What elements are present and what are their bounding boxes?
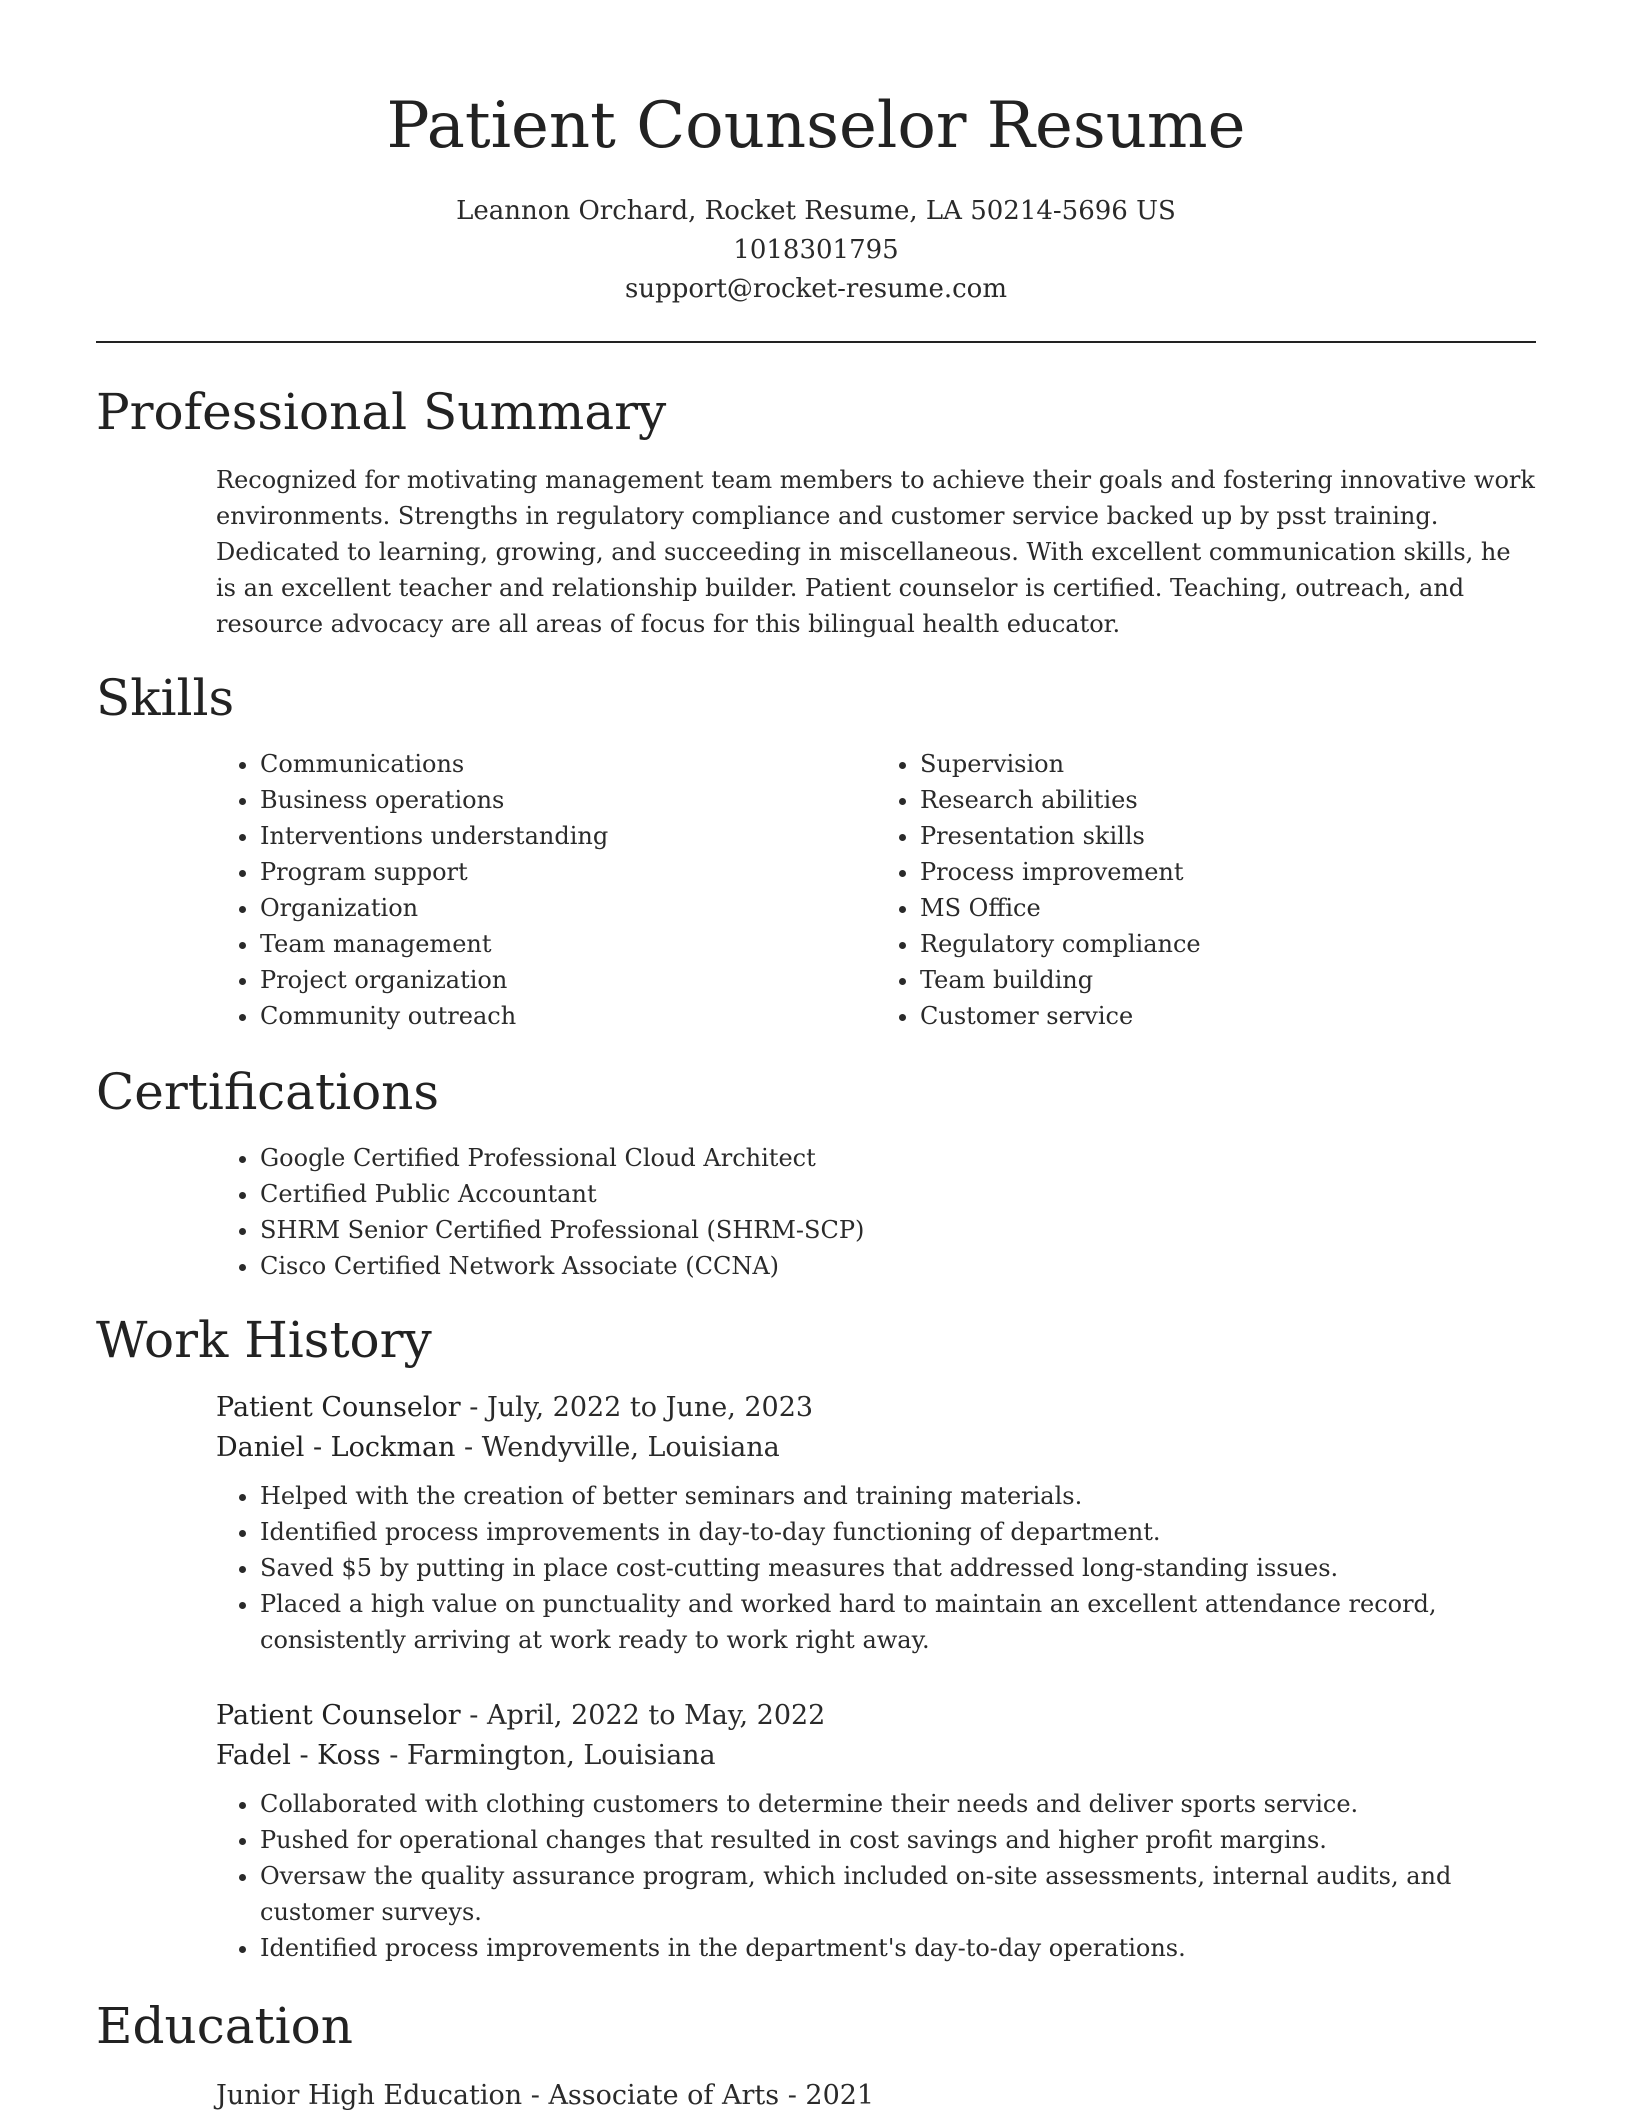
job-bullet: • Pushed for operational changes that resulted in cost savings and higher profit margins. — [260, 1822, 1536, 1858]
skills-column-left — [216, 746, 876, 1034]
summary-text: Recognized for motivating management team members to achieve their goals and fostering innovative work environments. Strengths in regulatory compliance and customer service backed up by psst training. Dedicated to learning, growing, and succeeding in miscellaneous. With excellent communication skills, he is an excellent teacher and relationship builder. Patient counselor is certified. Teaching, outreach, and resource advocacy are all areas of focus for this bilingual health educator. — [216, 466, 1535, 638]
skill-item: • Supervision — [920, 746, 1536, 782]
job-location: - Farmington, Louisiana — [380, 1740, 716, 1771]
contact-address: Leannon Orchard, Rocket Resume, LA 50214-5696 US — [456, 196, 1176, 226]
skill-item: • Communications — [260, 746, 876, 782]
job-entry — [216, 1696, 1536, 1966]
certifications-heading: Certifications — [96, 1063, 440, 1121]
job-bullet: • Identified process improvements in the department's day-to-day operations. — [260, 1930, 1536, 1966]
job-employer: Daniel - Lockman — [216, 1432, 456, 1463]
certification-item: • SHRM Senior Certified Professional (SHRM-SCP) — [260, 1212, 1536, 1248]
skill-item: • Project organization — [260, 962, 876, 998]
contact-block — [96, 192, 1536, 309]
skill-item: • Team building — [920, 962, 1536, 998]
job-title: Patient Counselor — [216, 1700, 461, 1731]
job-company-line — [216, 1736, 1536, 1776]
job-bullet: • Helped with the creation of better seminars and training materials. — [260, 1478, 1536, 1514]
job-company-line — [216, 1428, 1536, 1468]
skill-item: • Interventions understanding — [260, 818, 876, 854]
resume-title: Patient Counselor Resume — [386, 89, 1246, 163]
job-title-line — [216, 1388, 1536, 1428]
education-entry: Junior High Education - Associate of Arts - 2021 — [216, 2080, 875, 2111]
skill-item: • Research abilities — [920, 782, 1536, 818]
certification-item: • Cisco Certified Network Associate (CCNA) — [260, 1248, 1536, 1284]
job-bullets — [216, 1786, 1536, 1966]
header-divider — [96, 341, 1536, 343]
job-bullet: • Oversaw the quality assurance program, which included on-site assessments, internal audits, and customer surveys. — [260, 1858, 1536, 1930]
certification-item: • Google Certified Professional Cloud Architect — [260, 1140, 1536, 1176]
job-dates: - April, 2022 to May, 2022 — [460, 1700, 826, 1731]
job-bullet: • Collaborated with clothing customers to determine their needs and deliver sports service. — [260, 1786, 1536, 1822]
job-employer: Fadel - Koss — [216, 1740, 381, 1771]
skill-item: • Community outreach — [260, 998, 876, 1034]
skill-item: • Organization — [260, 890, 876, 926]
job-title: Patient Counselor — [216, 1392, 461, 1423]
work-history-heading: Work History — [96, 1311, 432, 1369]
skill-item: • Presentation skills — [920, 818, 1536, 854]
contact-phone: 1018301795 — [733, 235, 899, 265]
certification-item: • Certified Public Accountant — [260, 1176, 1536, 1212]
certifications-list — [216, 1140, 1536, 1284]
education-heading: Education — [96, 1997, 353, 2055]
skill-item: • Customer service — [920, 998, 1536, 1034]
skills-heading: Skills — [96, 669, 235, 727]
skills-list — [216, 746, 1536, 1034]
job-bullet: • Placed a high value on punctuality and worked hard to maintain an excellent attendance record, consistently arriving at work ready to work right away. — [260, 1586, 1536, 1658]
job-bullet: • Saved $5 by putting in place cost-cutting measures that addressed long-standing issues. — [260, 1550, 1536, 1586]
job-title-line — [216, 1696, 1536, 1736]
skill-item: • Regulatory compliance — [920, 926, 1536, 962]
job-bullet: • Identified process improvements in day-to-day functioning of department. — [260, 1514, 1536, 1550]
job-dates: - July, 2022 to June, 2023 — [460, 1392, 814, 1423]
skill-item: • Process improvement — [920, 854, 1536, 890]
summary-heading: Professional Summary — [96, 383, 667, 441]
skill-item: • Business operations — [260, 782, 876, 818]
skills-column-right — [876, 746, 1536, 1034]
skill-item: • MS Office — [920, 890, 1536, 926]
skill-item: • Team management — [260, 926, 876, 962]
job-location: - Wendyville, Louisiana — [455, 1432, 780, 1463]
skill-item: • Program support — [260, 854, 876, 890]
job-bullets — [216, 1478, 1536, 1658]
contact-email: support@rocket-resume.com — [624, 274, 1007, 304]
job-entry — [216, 1388, 1536, 1658]
